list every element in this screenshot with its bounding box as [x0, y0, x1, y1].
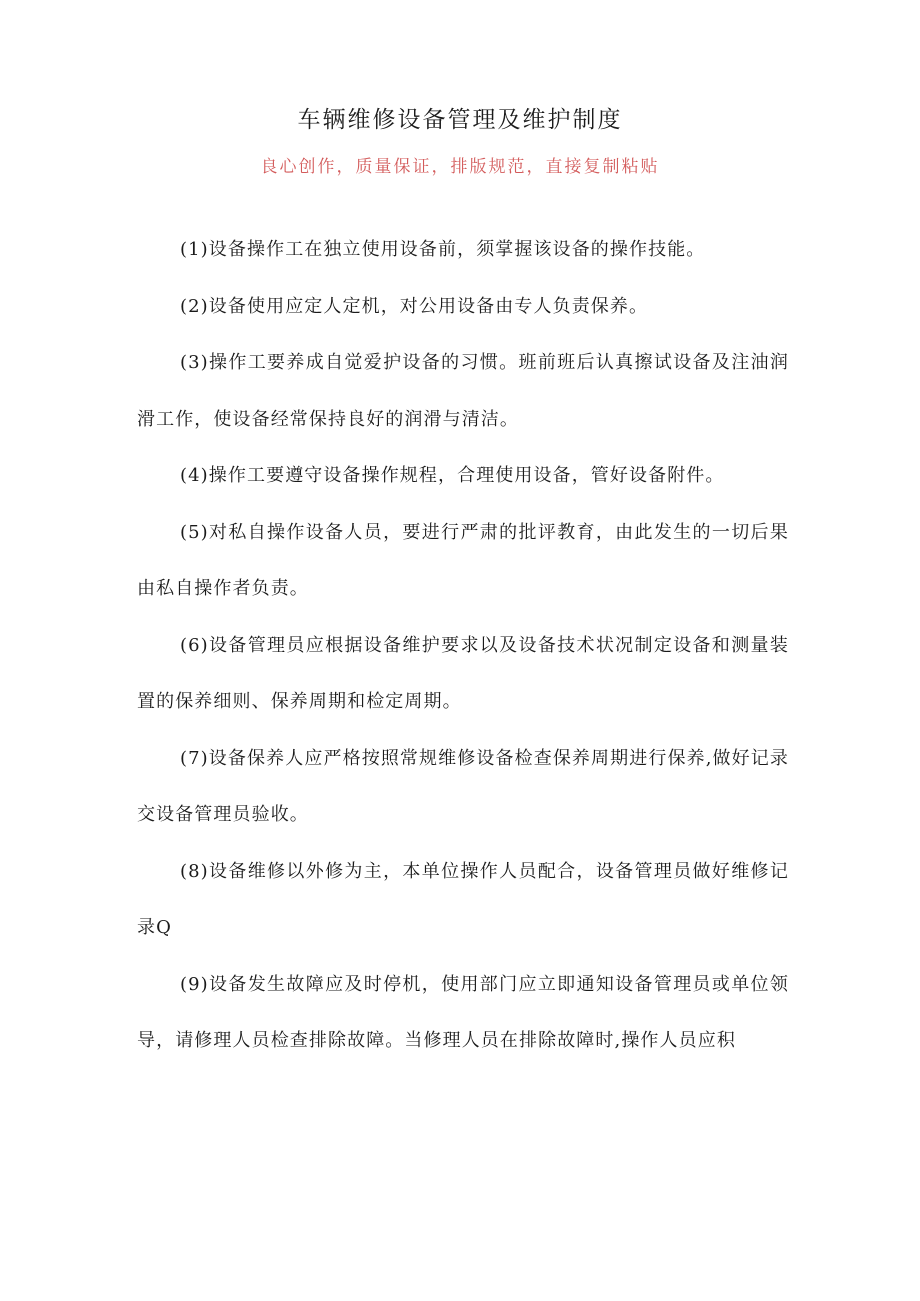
- paragraph-8: (8)设备维修以外修为主，本单位操作人员配合，设备管理员做好维修记录Q: [137, 860, 789, 938]
- paragraph-5: (5)对私自操作设备人员，要进行严肃的批评教育，由此发生的一切后果由私自操作者负责。: [137, 521, 789, 599]
- paragraph-4: (4)操作工要遵守设备操作规程，合理使用设备，管好设备附件。: [180, 465, 725, 486]
- paragraph-1: (1)设备操作工在独立使用设备前，须掌握该设备的操作技能。: [180, 239, 706, 260]
- document-title: 车辆维修设备管理及维护制度: [297, 107, 623, 133]
- document-body: [137, 222, 789, 1070]
- paragraph-3: (3)操作工要养成自觉爱护设备的习惯。班前班后认真擦试设备及注油润滑工作，使设备经常保持良好的润滑与清洁。: [137, 352, 789, 430]
- document-subtitle: 良心创作，质量保证，排版规范，直接复制粘贴: [260, 157, 660, 177]
- paragraph-2: (2)设备使用应定人定机，对公用设备由专人负责保养。: [180, 295, 649, 317]
- paragraph-7: (7)设备保养人应严格按照常规维修设备检查保养周期进行保养,做好记录交设备管理员验收。: [137, 747, 789, 825]
- paragraph-9: (9)设备发生故障应及时停机，使用部门应立即通知设备管理员或单位领导，请修理人员检查排除故障。当修理人员在排除故障时,操作人员应积: [137, 973, 789, 1051]
- paragraph-6: (6)设备管理员应根据设备维护要求以及设备技术状况制定设备和测量装置的保养细则、保养周期和检定周期。: [137, 634, 789, 712]
